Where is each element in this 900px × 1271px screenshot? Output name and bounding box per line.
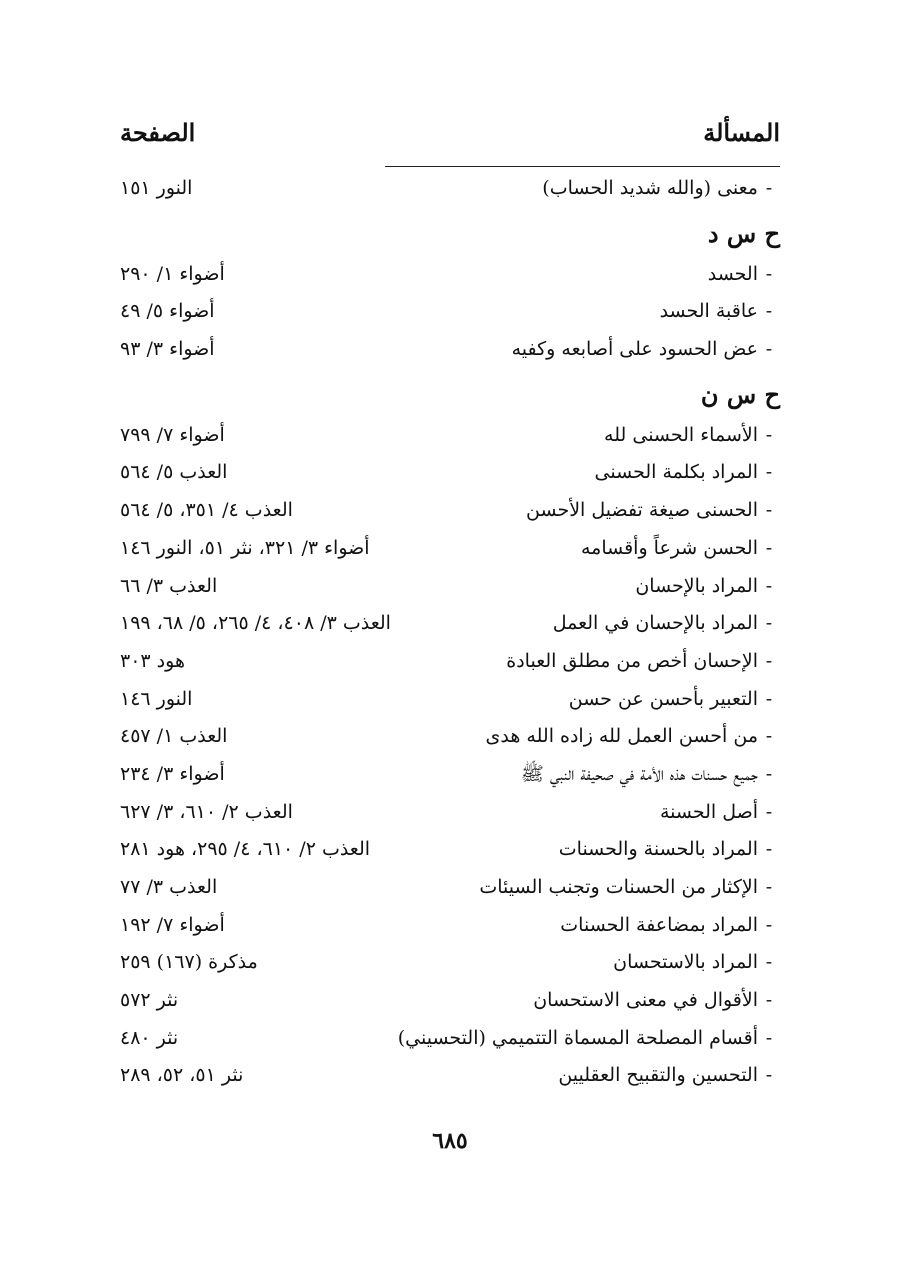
entry-topic-text: من أحسن العمل لله زاده الله هدى — [485, 725, 758, 748]
topic-column-title: المسألة — [703, 118, 780, 147]
entry-topic-text: التحسين والتقبيح العقليين — [558, 1064, 758, 1087]
bullet-dash: - — [765, 262, 773, 285]
entry-reference: نثر ٥١، ٥٢، ٢٨٩ — [120, 1064, 244, 1087]
entry-topic — [560, 907, 780, 945]
entry-reference: أضواء ٥/ ٤٩ — [120, 300, 215, 323]
entry-topic-text: عاقبة الحسد — [659, 300, 758, 323]
entry-topic-text: الحسد — [707, 262, 758, 285]
bullet-dash: - — [765, 989, 773, 1012]
bullet-dash: - — [765, 913, 773, 936]
entry-topic-text: المراد بكلمة الحسنى — [594, 461, 758, 484]
entry-reference: نثر ٤٨٠ — [120, 1026, 179, 1049]
entry-topic — [581, 530, 780, 568]
section-heading: ح س ن — [700, 379, 780, 409]
entry-topic — [486, 718, 780, 756]
entry-topic — [479, 869, 780, 907]
index-entry — [120, 756, 780, 794]
entry-reference: العذب ٣/ ٧٧ — [120, 876, 218, 898]
index-entry — [120, 492, 780, 530]
entry-topic — [398, 1020, 780, 1058]
entry-topic — [558, 1057, 780, 1095]
index-entry — [120, 454, 780, 492]
entry-topic-text: المراد بالاستحسان — [613, 951, 758, 974]
entry-reference: أضواء ١/ ٢٩٠ — [120, 262, 225, 285]
entry-topic-text: المراد بالحسنة والحسنات — [558, 838, 758, 861]
entry-topic — [604, 417, 780, 455]
bullet-dash: - — [765, 461, 773, 484]
entry-topic — [506, 643, 780, 681]
entry-topic — [512, 331, 780, 369]
index-entry — [120, 568, 780, 606]
entry-reference: العذب ٢/ ٦١٠، ٣/ ٦٢٧ — [120, 800, 293, 823]
bullet-dash: - — [765, 499, 773, 522]
entry-reference: نثر ٥٧٢ — [120, 989, 179, 1012]
index-entry — [120, 944, 780, 982]
entry-topic-text: عض الحسود على أصابعه وكفيه — [511, 338, 758, 361]
index-entry — [120, 605, 780, 643]
entry-reference: العذب ٣/ ٦٦ — [120, 574, 218, 597]
entry-topic — [595, 454, 780, 492]
bullet-dash: - — [765, 687, 773, 710]
index-entries — [120, 170, 780, 1095]
entry-reference: أضواء ٣/ ٩٣ — [120, 338, 215, 361]
section-heading: ح س د — [707, 218, 780, 248]
entry-topic — [569, 681, 780, 719]
bullet-dash: - — [765, 800, 773, 823]
index-entry — [120, 1020, 780, 1058]
entry-reference: أضواء ٣/ ٣٢١، نثر ٥١، النور ١٤٦ — [120, 536, 370, 559]
entry-topic — [542, 170, 780, 208]
entry-reference: هود ٣٠٣ — [120, 649, 185, 672]
entry-reference: أضواء ٧/ ١٩٢ — [120, 913, 225, 936]
index-entry — [120, 1057, 780, 1095]
index-entry — [120, 869, 780, 907]
entry-topic — [708, 256, 780, 294]
entry-topic — [559, 831, 780, 869]
entry-reference: مذكرة (١٦٧) ٢٥٩ — [120, 951, 258, 974]
entry-topic-text: الإحسان أخص من مطلق العبادة — [506, 649, 758, 672]
index-entry — [120, 907, 780, 945]
bullet-dash: - — [765, 951, 773, 974]
entry-reference: أضواء ٧/ ٧٩٩ — [120, 423, 225, 446]
entry-reference: العذب ٢/ ٦١٠، ٤/ ٢٩٥، هود ٢٨١ — [120, 838, 371, 861]
entry-topic-text: معنى (والله شديد الحساب) — [542, 177, 758, 199]
header-divider — [385, 166, 780, 167]
index-entry — [120, 256, 780, 294]
bullet-dash: - — [765, 177, 773, 199]
index-entry — [120, 530, 780, 568]
index-entry — [120, 643, 780, 681]
bullet-dash: - — [765, 762, 773, 785]
bullet-dash: - — [765, 649, 773, 672]
bullet-dash: - — [765, 1026, 773, 1049]
index-entry — [120, 681, 780, 719]
index-entry — [120, 170, 780, 208]
index-entry — [120, 794, 780, 832]
bullet-dash: - — [765, 300, 773, 323]
entry-topic — [660, 293, 780, 331]
entry-topic — [533, 982, 780, 1020]
entry-reference: العذب ١/ ٤٥٧ — [120, 725, 228, 748]
entry-topic-text: الأسماء الحسنى لله — [604, 423, 758, 446]
bullet-dash: - — [765, 423, 773, 446]
entry-reference: العذب ٤/ ٣٥١، ٥/ ٥٦٤ — [120, 499, 293, 522]
entry-topic-text: أقسام المصلحة المسماة التتميمي (التحسيني) — [397, 1026, 758, 1049]
entry-reference: النور ١٥١ — [120, 177, 193, 199]
entry-topic-text: التعبير بأحسن عن حسن — [568, 687, 758, 710]
entry-topic-text: الإكثار من الحسنات وتجنب السيئات — [479, 876, 758, 898]
bullet-dash: - — [765, 536, 773, 559]
bullet-dash: - — [765, 574, 773, 597]
index-entry — [120, 293, 780, 331]
entry-topic-text: المراد بمضاعفة الحسنات — [560, 913, 758, 936]
entry-topic — [635, 568, 780, 606]
entry-topic-text: الحسن شرعاً وأقسامه — [581, 536, 758, 559]
bullet-dash: - — [765, 838, 773, 861]
entry-topic — [521, 756, 780, 794]
bullet-dash: - — [765, 1064, 773, 1087]
index-entry — [120, 831, 780, 869]
entry-topic-text: المراد بالإحسان — [635, 574, 758, 597]
entry-topic-text: الأقوال في معنى الاستحسان — [533, 989, 758, 1012]
page-column-title: الصفحة — [120, 118, 196, 147]
entry-topic-text: جميع حسنات هذه الأمة في صحيفة النبي ﷺ — [520, 762, 758, 785]
entry-topic-text: المراد بالإحسان في العمل — [552, 612, 758, 635]
entry-topic — [660, 794, 780, 832]
entry-topic — [553, 605, 780, 643]
bullet-dash: - — [765, 876, 773, 898]
bullet-dash: - — [765, 338, 773, 361]
entry-topic-text: أصل الحسنة — [659, 800, 758, 823]
entry-reference: العذب ٣/ ٤٠٨، ٤/ ٢٦٥، ٥/ ٦٨، ١٩٩ — [120, 612, 391, 635]
entry-topic — [613, 944, 780, 982]
entry-reference: أضواء ٣/ ٢٣٤ — [120, 762, 225, 785]
index-entry — [120, 417, 780, 455]
entry-reference: العذب ٥/ ٥٦٤ — [120, 461, 228, 484]
index-entry — [120, 982, 780, 1020]
entry-topic — [526, 492, 780, 530]
bullet-dash: - — [765, 725, 773, 748]
index-entry — [120, 718, 780, 756]
column-header — [120, 118, 780, 162]
bullet-dash: - — [765, 612, 773, 635]
entry-reference: النور ١٤٦ — [120, 687, 193, 710]
page-number: ٦٨٥ — [432, 1128, 468, 1154]
index-entry — [120, 331, 780, 369]
entry-topic-text: الحسنى صيغة تفضيل الأحسن — [526, 499, 758, 522]
